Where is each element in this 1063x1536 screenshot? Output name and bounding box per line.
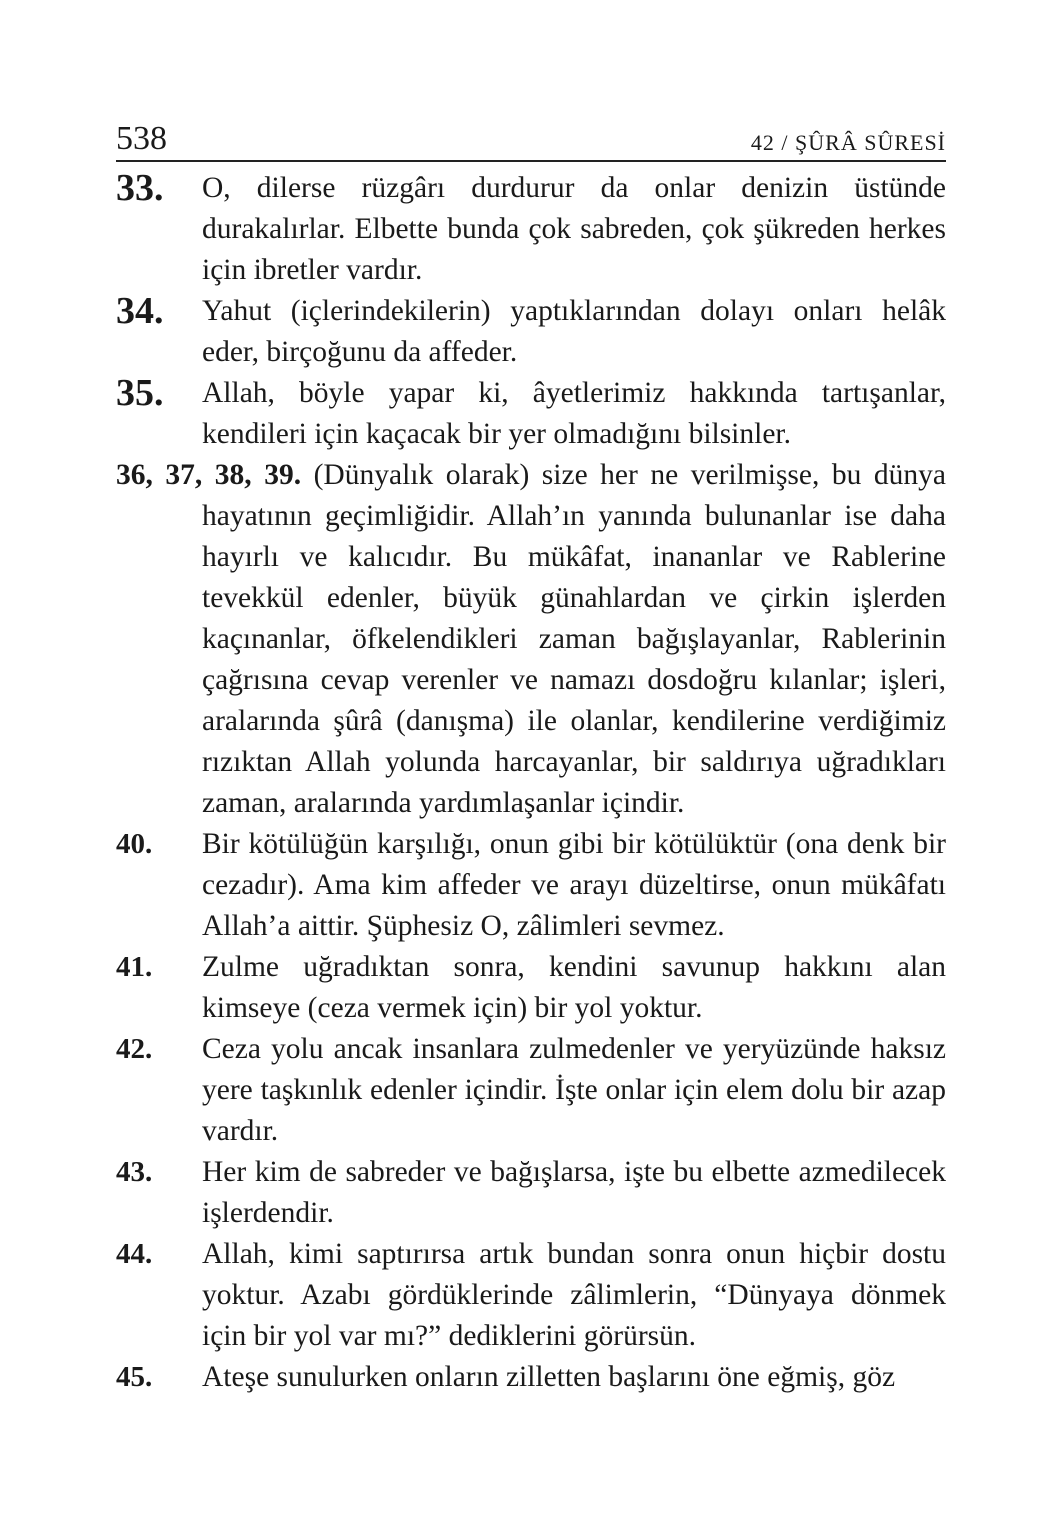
verse-number: 34. <box>116 290 164 332</box>
verse-36-39 <box>116 455 946 824</box>
verse-list <box>116 168 946 1398</box>
page-number: 538 <box>116 120 167 157</box>
verse-numbers: 36, 37, 38, 39. <box>116 459 302 491</box>
running-title: 42 / ŞÛRÂ SÛRESİ <box>750 130 946 155</box>
verse-number: 45. <box>116 1361 153 1393</box>
verse-34 <box>116 291 946 373</box>
verse-text: Ateşe sunulurken onların zilletten başlarını öne eğmiş, göz <box>202 1361 896 1393</box>
verse-number: 43. <box>116 1156 153 1188</box>
verse-text: Yahut (içlerindekilerin) yaptıklarından dolayı onları helâk eder, birçoğunu da affeder. <box>202 295 946 368</box>
verse-44 <box>116 1234 946 1357</box>
verse-text: Ceza yolu ancak insanlara zulmedenler ve yeryüzünde haksız yere taşkınlık edenler içindir. İşte onlar için elem dolu bir azap vardır. <box>202 1033 946 1147</box>
page-header <box>116 116 946 162</box>
verse-text: O, dilerse rüzgârı durdurur da onlar denizin üstünde durakalırlar. Elbette bunda çok sabreden, çok şükreden herkes için ibretler vardır. <box>202 172 946 286</box>
verse-paragraph <box>116 455 946 824</box>
verse-number: 42. <box>116 1033 153 1065</box>
verse-33 <box>116 168 946 291</box>
verse-number: 33. <box>116 167 164 209</box>
verse-text: (Dünyalık olarak) size her ne verilmişse, bu dünya hayatının geçimliğidir. Allah’ın yanında bulunanlar ise daha hayırlı ve kalıcıdır. Bu mükâfat, inananlar ve Rablerine tevekkül edenler, büyük günahlardan ve çirkin işlerden kaçınanlar, öfkelendikleri zaman bağışlayanlar, Rablerinin çağrısına cevap verenler ve namazı dosdoğru kılanlar; işleri, aralarında şûrâ (danışma) ile olanlar, kendilerine verdiğimiz rızıktan Allah yolunda harcayanlar, bir saldırıya uğradıkları zaman, aralarında yardımlaşanlar içindir. <box>202 459 947 819</box>
verse-number: 40. <box>116 828 153 860</box>
verse-42 <box>116 1029 946 1152</box>
verse-text: Allah, böyle yapar ki, âyetlerimiz hakkında tartışanlar, kendileri için kaçacak bir yer olmadığını bilsinler. <box>202 377 946 450</box>
verse-number: 41. <box>116 951 153 983</box>
verse-41 <box>116 947 946 1029</box>
verse-text: Zulme uğradıktan sonra, kendini savunup hakkını alan kimseye (ceza vermek için) bir yol yoktur. <box>202 951 946 1024</box>
verse-40 <box>116 824 946 947</box>
verse-number: 35. <box>116 372 164 414</box>
verse-43 <box>116 1152 946 1234</box>
verse-text: Bir kötülüğün karşılığı, onun gibi bir kötülüktür (ona denk bir cezadır). Ama kim affeder ve arayı düzeltirse, onun mükâfatı Allah’a aittir. Şüphesiz O, zâlimleri sevmez. <box>202 828 946 942</box>
verse-35 <box>116 373 946 455</box>
verse-text: Allah, kimi saptırırsa artık bundan sonra onun hiçbir dostu yoktur. Azabı gördüklerinde zâlimlerin, “Dünyaya dönmek için bir yol var mı?” dediklerini görürsün. <box>202 1238 946 1352</box>
verse-45 <box>116 1357 946 1398</box>
verse-number: 44. <box>116 1238 153 1270</box>
verse-text: Her kim de sabreder ve bağışlarsa, işte bu elbette azmedilecek işlerdendir. <box>202 1156 946 1229</box>
